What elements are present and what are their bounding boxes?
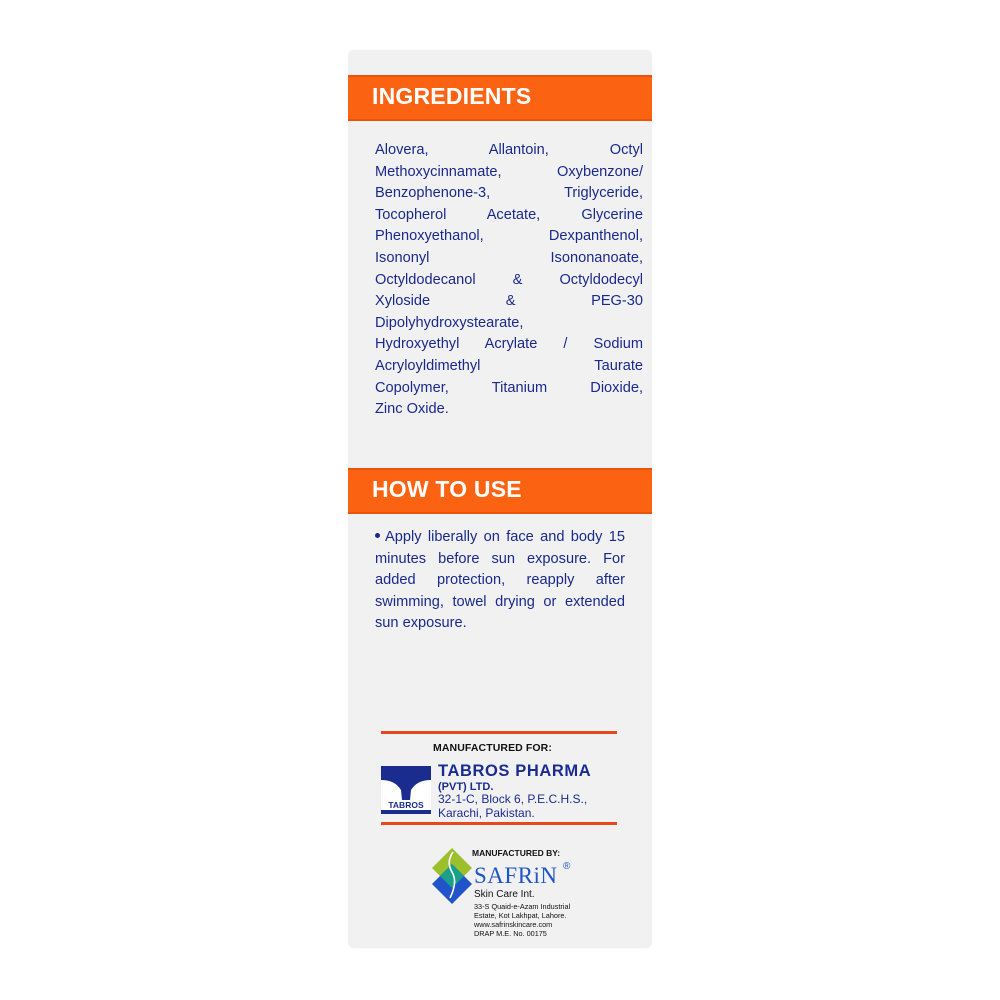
- safrin-subtitle: Skin Care Int.: [474, 889, 535, 900]
- ingredients-line: Methoxycinnamate, Oxybenzone/: [375, 163, 643, 180]
- ingredients-line: Benzophenone-3, Triglyceride,: [375, 185, 643, 202]
- address-line: 32-1-C, Block 6, P.E.C.H.S.,: [438, 792, 588, 806]
- ingredients-line: Isononyl Isononanoate,: [375, 249, 643, 266]
- safrin-brand: SAFRiN: [474, 863, 558, 888]
- ingredients-line: Octyldodecanol & Octyldodecyl: [375, 271, 643, 288]
- ingredients-list: [375, 140, 645, 421]
- instruction-line: added protection, reapply after: [375, 572, 625, 589]
- ingredients-line: Xyloside & PEG-30: [375, 293, 643, 310]
- ingredients-line: Tocopherol Acetate, Glycerine: [375, 206, 643, 223]
- address-line: 33-S Quaid-e-Azam Industrial: [474, 902, 571, 911]
- instruction-line: minutes before sun exposure. For: [375, 550, 625, 567]
- how-to-use-instructions: [375, 527, 645, 635]
- how-to-use-title: HOW TO USE: [372, 476, 522, 502]
- ingredients-line: Alovera, Allantoin, Octyl: [375, 142, 643, 158]
- ingredients-line: Hydroxyethyl Acrylate / Sodium: [375, 336, 643, 353]
- address-line: Estate, Kot Lakhpat, Lahore.: [474, 911, 567, 920]
- tabros-address: [438, 792, 587, 820]
- instruction-line: sun exposure.: [375, 615, 467, 632]
- how-to-use-header: [348, 468, 652, 514]
- svg-text:TABROS: TABROS: [388, 800, 424, 810]
- divider-top: [381, 731, 617, 734]
- website-link: www.safrinskincare.com: [474, 920, 553, 929]
- tabros-company-name: TABROS PHARMA: [438, 762, 592, 780]
- manufactured-by-label: MANUFACTURED BY:: [472, 848, 561, 858]
- ingredients-title: INGREDIENTS: [372, 83, 532, 109]
- instruction-text: Apply liberally on face and body 15: [385, 529, 625, 545]
- ingredients-line: Acryloyldimethyl Taurate: [375, 357, 643, 374]
- instruction-line: swimming, towel drying or extended: [375, 593, 625, 610]
- registered-mark: ®: [563, 861, 571, 872]
- tabros-logo-icon: [381, 766, 431, 814]
- bullet-icon: [375, 533, 380, 538]
- address-line: Karachi, Pakistan.: [438, 806, 535, 820]
- ingredients-line: Dipolyhydroxystearate,: [375, 314, 524, 331]
- ingredients-line: Copolymer, Titanium Dioxide,: [375, 379, 643, 396]
- manufactured-for-label: MANUFACTURED FOR:: [433, 742, 552, 754]
- drap-number: DRAP M.E. No. 00175: [474, 929, 547, 938]
- safrin-logo-icon: [428, 846, 476, 906]
- tabros-company-suffix: (PVT) LTD.: [438, 781, 494, 793]
- safrin-address: [474, 902, 570, 938]
- ingredients-line: Zinc Oxide.: [375, 401, 449, 418]
- ingredients-line: Phenoxyethanol, Dexpanthenol,: [375, 228, 643, 245]
- divider-bottom: [381, 822, 617, 825]
- instruction-line: [375, 527, 625, 549]
- ingredients-header: [348, 75, 652, 121]
